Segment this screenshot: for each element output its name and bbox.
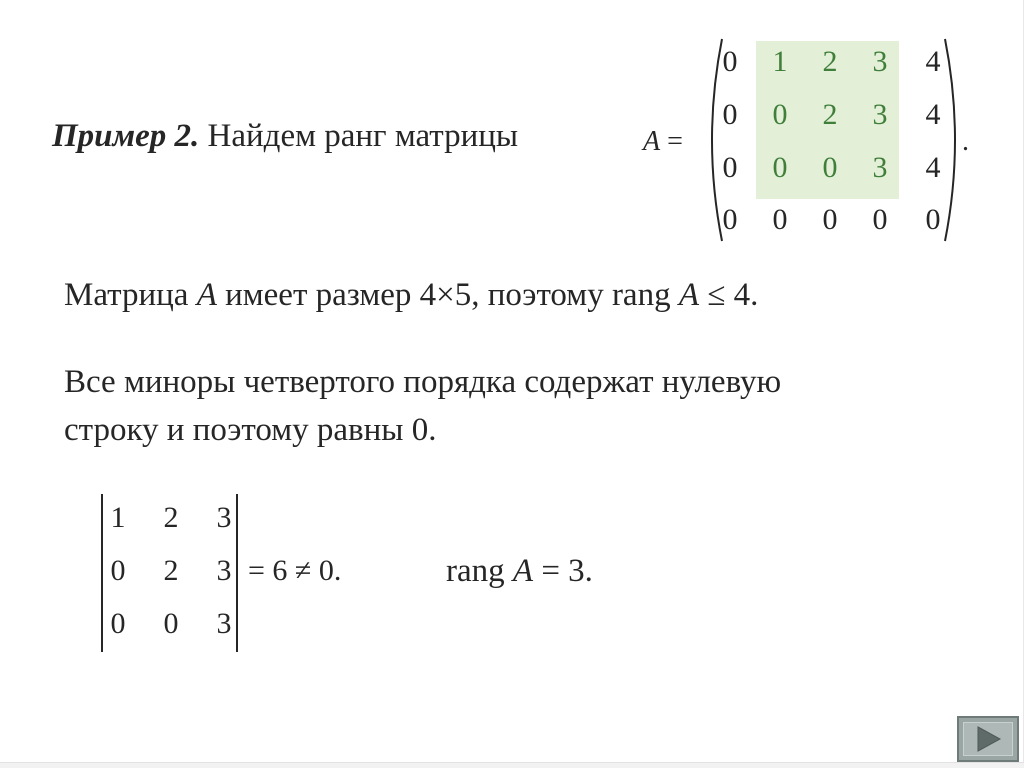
matrix-variable: A [643, 126, 661, 157]
matrix-cell: 0 [822, 151, 838, 184]
play-triangle-icon [959, 718, 1017, 760]
rank-result [446, 551, 593, 591]
matrix-cell: 2 [822, 45, 838, 78]
size-var-2: A [678, 277, 699, 313]
size-statement [64, 275, 758, 315]
determinant-cell: 0 [110, 554, 126, 587]
determinant-cell: 1 [110, 501, 126, 534]
matrix-cell: 0 [772, 98, 788, 131]
determinant-cell: 0 [163, 607, 179, 640]
size-var-1: A [196, 277, 217, 313]
rank-suffix: = 3. [533, 553, 593, 589]
determinant-cell: 2 [163, 501, 179, 534]
rank-var: A [512, 553, 534, 589]
determinant-cell: 2 [163, 554, 179, 587]
bottom-border [0, 762, 1024, 768]
matrix-cell: 0 [925, 203, 941, 236]
matrix-cell: 0 [772, 151, 788, 184]
size-text-2: имеет размер 4×5, поэтому rang [216, 277, 679, 313]
matrix-cell: 0 [872, 203, 888, 236]
example-heading [52, 116, 518, 156]
minors-statement [64, 358, 964, 454]
matrix-cell: 0 [772, 203, 788, 236]
matrix-a [700, 35, 965, 245]
matrix-cell: 4 [925, 151, 941, 184]
matrix-cell: 4 [925, 98, 941, 131]
matrix-cell: 4 [925, 45, 941, 78]
size-text-3: ≤ 4. [699, 277, 759, 313]
size-text-1: Матрица [64, 277, 197, 313]
matrix-cell: 3 [872, 45, 888, 78]
matrix-cell: 3 [872, 98, 888, 131]
matrix-cell: 3 [872, 151, 888, 184]
matrix-cell: 1 [772, 45, 788, 78]
matrix-cell: 2 [822, 98, 838, 131]
next-slide-button[interactable] [957, 716, 1019, 762]
determinant [96, 492, 246, 654]
matrix-period: . [962, 126, 969, 157]
determinant-cell: 0 [110, 607, 126, 640]
example-label: Пример 2. [52, 118, 200, 154]
minors-line-2: строку и поэтому равны 0. [64, 412, 437, 448]
determinant-cell: 3 [216, 607, 232, 640]
matrix-cell: 0 [722, 151, 738, 184]
matrix-cell: 0 [822, 203, 838, 236]
matrix-cell: 0 [722, 203, 738, 236]
example-text: Найдем ранг матрицы [207, 118, 519, 154]
determinant-cell: 3 [216, 554, 232, 587]
matrix-cell: 0 [722, 45, 738, 78]
determinant-result: = 6 ≠ 0. [248, 554, 342, 587]
determinant-cell: 3 [216, 501, 232, 534]
equals-sign: = [660, 126, 683, 157]
rank-prefix: rang [446, 553, 513, 589]
matrix-cell: 0 [722, 98, 738, 131]
matrix-equation-lhs [643, 124, 683, 160]
minors-line-1: Все миноры четвертого порядка содержат нулевую [64, 364, 782, 400]
